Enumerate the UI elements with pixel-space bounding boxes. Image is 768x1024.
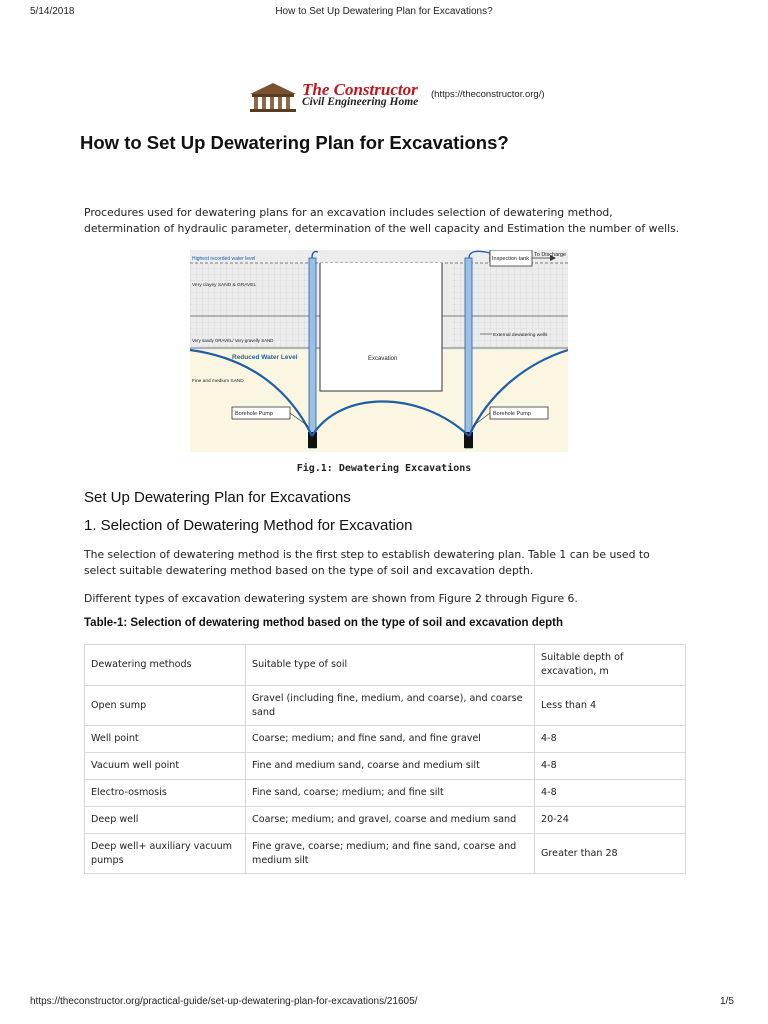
table-cell: Fine grave, coarse; medium; and fine sand, coarse and medium silt [246,834,535,874]
table-title: Table-1: Selection of dewatering method based on the type of soil and excavation depth [84,617,564,629]
table-row [85,834,686,874]
print-date: 5/14/2018 [30,6,75,17]
fig-label-layer2: Very sandy GRAVEL/ Very gravelly SAND [192,338,274,343]
table-cell: 4-8 [535,753,686,780]
fig-label-pump-right: Borehole Pump [493,411,531,417]
table-row [85,753,686,780]
table-cell: 20-24 [535,807,686,834]
table-row [85,807,686,834]
table-header-cell: Suitable depth of excavation, m [535,645,686,686]
paragraph-selection: The selection of dewatering method is the first step to establish dewatering plan. Table 1 can be used to select suitable dewatering method based on the type of soil and excavation depth. [84,548,650,577]
fig-label-discharge: To Discharge [534,252,567,258]
logo-tagline: Civil Engineering Home [302,96,419,108]
site-logo[interactable] [246,80,545,112]
fig-label-inspection: Inspection tank [492,256,529,262]
logo-name: The Constructor [302,80,418,99]
table-cell: Less than 4 [535,686,686,726]
fig-label-pump-left: Borehole Pump [235,411,273,417]
table-cell: Coarse; medium; and fine sand, and fine gravel [246,726,535,753]
table-row [85,780,686,807]
logo-url-link[interactable]: (https://theconstructor.org/) [431,89,545,100]
table-cell: Open sump [85,686,246,726]
fig-label-layer1: Very clayey SAND & GRAVEL [192,283,257,288]
table-header-cell: Suitable type of soil [246,645,535,686]
print-url: https://theconstructor.org/practical-guide/set-up-dewatering-plan-for-excavations/21605/ [30,996,418,1007]
table-row [85,686,686,726]
dewatering-figure [190,250,568,452]
article-title: How to Set Up Dewatering Plan for Excavations? [80,132,509,153]
paragraph-figures: Different types of excavation dewatering system are shown from Figure 2 through Figure 6. [84,592,578,605]
table-cell: 4-8 [535,726,686,753]
table-cell: Well point [85,726,246,753]
table-cell: 4-8 [535,780,686,807]
subsection-heading: 1. Selection of Dewatering Method for Excavation [84,517,413,534]
fig-label-reduced: Reduced Water Level [232,354,298,361]
table-header-cell: Dewatering methods [85,645,246,686]
dewatering-methods-table [84,644,686,874]
table-header-row [85,645,686,686]
fig-label-layer3: Fine and medium SAND [192,379,244,384]
table-row [85,726,686,753]
figure-caption: Fig.1: Dewatering Excavations [296,463,472,474]
table-cell: Electro-osmosis [85,780,246,807]
print-doc-title: How to Set Up Dewatering Plan for Excavations? [275,6,493,17]
section-heading: Set Up Dewatering Plan for Excavations [84,489,351,506]
print-page-number: 1/5 [720,996,734,1007]
fig-label-excavation: Excavation [368,356,398,362]
building-logo-icon [246,80,300,112]
table-cell: Deep well+ auxiliary vacuum pumps [85,834,246,874]
table-cell: Greater than 28 [535,834,686,874]
table-cell: Gravel (including fine, medium, and coarse), and coarse sand [246,686,535,726]
table-cell: Fine and medium sand, coarse and medium silt [246,753,535,780]
table-cell: Deep well [85,807,246,834]
table-cell: Coarse; medium; and gravel, coarse and medium sand [246,807,535,834]
table-cell: Fine sand, coarse; medium; and fine silt [246,780,535,807]
fig-label-external-wells: External dewatering wells [493,333,548,338]
table-cell: Vacuum well point [85,753,246,780]
fig-label-water-level: Highest recorded water level [192,256,256,262]
intro-paragraph: Procedures used for dewatering plans for an excavation includes selection of dewatering method, determination of hydraulic parameter, determination of the well capacity and Estimation the number of wells. [84,206,680,235]
